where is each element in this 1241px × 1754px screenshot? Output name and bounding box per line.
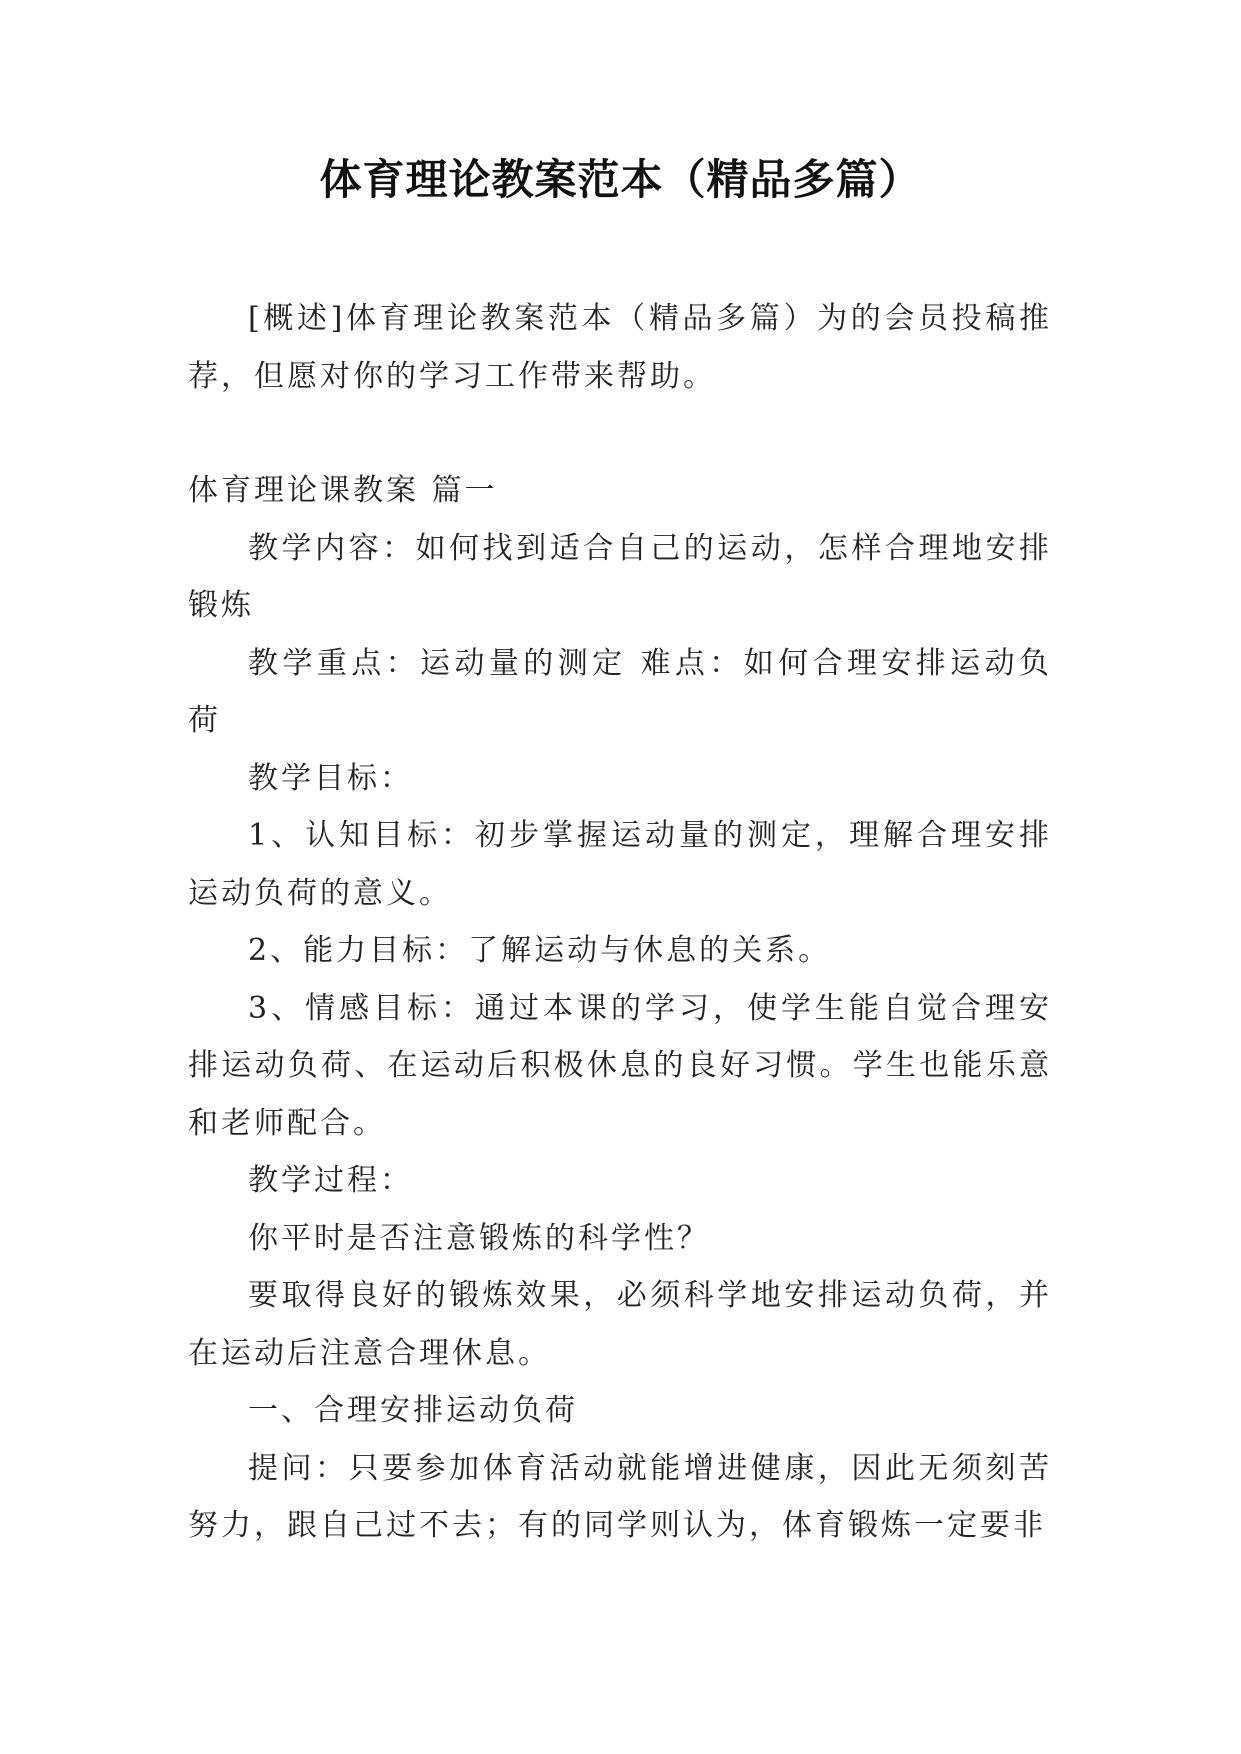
paragraph-goal-3: 3、情感目标：通过本课的学习，使学生能自觉合理安排运动负荷、在运动后积极休息的良好习惯。学生也能乐意和老师配合。 <box>188 990 1052 1141</box>
section-heading: 体育理论课教案 篇一 <box>188 473 498 508</box>
paragraph-process-heading: 教学过程： <box>248 1163 413 1198</box>
paragraph-goal-1: 1、认知目标：初步掌握运动量的测定，理解合理安排运动负荷的意义。 <box>188 818 1052 911</box>
paragraph-content: 教学内容：如何找到适合自己的运动，怎样合理地安排锻炼 <box>188 530 1052 623</box>
paragraph-focus: 教学重点：运动量的测定 难点：如何合理安排运动负荷 <box>188 645 1052 738</box>
paragraph-goals-heading: 教学目标： <box>248 760 413 796</box>
document-body <box>188 290 1052 1555</box>
paragraph-subheading-1: 一、合理安排运动负荷 <box>248 1393 578 1428</box>
summary-paragraph: [概述]体育理论教案范本（精品多篇）为的会员投稿推荐，但愿对你的学习工作带来帮助。 <box>188 301 1052 394</box>
paragraph-prompt: 提问：只要参加体育活动就能增进健康，因此无须刻苦努力，跟自己过不去；有的同学则认为，体育锻炼一定要非 <box>188 1450 1052 1543</box>
paragraph-question: 你平时是否注意锻炼的科学性？ <box>248 1220 710 1256</box>
paragraph-effect: 要取得良好的锻炼效果，必须科学地安排运动负荷，并在运动后注意合理休息。 <box>188 1278 1052 1371</box>
page-title: 体育理论教案范本（精品多篇） <box>319 155 922 204</box>
paragraph-goal-2: 2、能力目标：了解运动与休息的关系。 <box>248 933 832 968</box>
